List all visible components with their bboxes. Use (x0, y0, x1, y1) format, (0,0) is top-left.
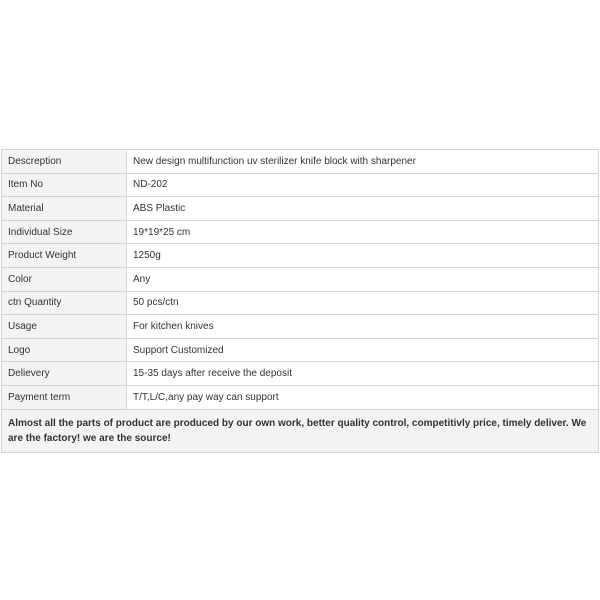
product-spec-table (1, 149, 599, 453)
spec-row-product-weight (2, 244, 599, 268)
spec-label: Usage (2, 315, 127, 339)
spec-value: Support Customized (127, 338, 599, 362)
spec-footer-row (2, 409, 599, 452)
spec-label: Descreption (2, 150, 127, 174)
spec-value: ABS Plastic (127, 197, 599, 221)
spec-value: 50 pcs/ctn (127, 291, 599, 315)
spec-row-payment-term (2, 385, 599, 409)
spec-label: Product Weight (2, 244, 127, 268)
spec-value: 19*19*25 cm (127, 220, 599, 244)
spec-value: For kitchen knives (127, 315, 599, 339)
spec-label: ctn Quantity (2, 291, 127, 315)
spec-label: Payment term (2, 385, 127, 409)
spec-row-delivery (2, 362, 599, 386)
spec-value: New design multifunction uv sterilizer knife block with sharpener (127, 150, 599, 174)
spec-label: Material (2, 197, 127, 221)
spec-row-material (2, 197, 599, 221)
spec-row-description (2, 150, 599, 174)
spec-row-usage (2, 315, 599, 339)
spec-value: ND-202 (127, 173, 599, 197)
spec-value: Any (127, 267, 599, 291)
spec-value: 15-35 days after receive the deposit (127, 362, 599, 386)
spec-row-logo (2, 338, 599, 362)
spec-label: Delievery (2, 362, 127, 386)
spec-row-individual-size (2, 220, 599, 244)
spec-row-item-no (2, 173, 599, 197)
spec-label: Logo (2, 338, 127, 362)
spec-value: T/T,L/C,any pay way can support (127, 385, 599, 409)
spec-label: Color (2, 267, 127, 291)
spec-row-ctn-quantity (2, 291, 599, 315)
spec-value: 1250g (127, 244, 599, 268)
spec-row-color (2, 267, 599, 291)
spec-label: Individual Size (2, 220, 127, 244)
footer-note: Almost all the parts of product are produced by our own work, better quality control, competitivly price, timely deliver. We are the factory! we are the source! (2, 409, 599, 452)
spec-label: Item No (2, 173, 127, 197)
